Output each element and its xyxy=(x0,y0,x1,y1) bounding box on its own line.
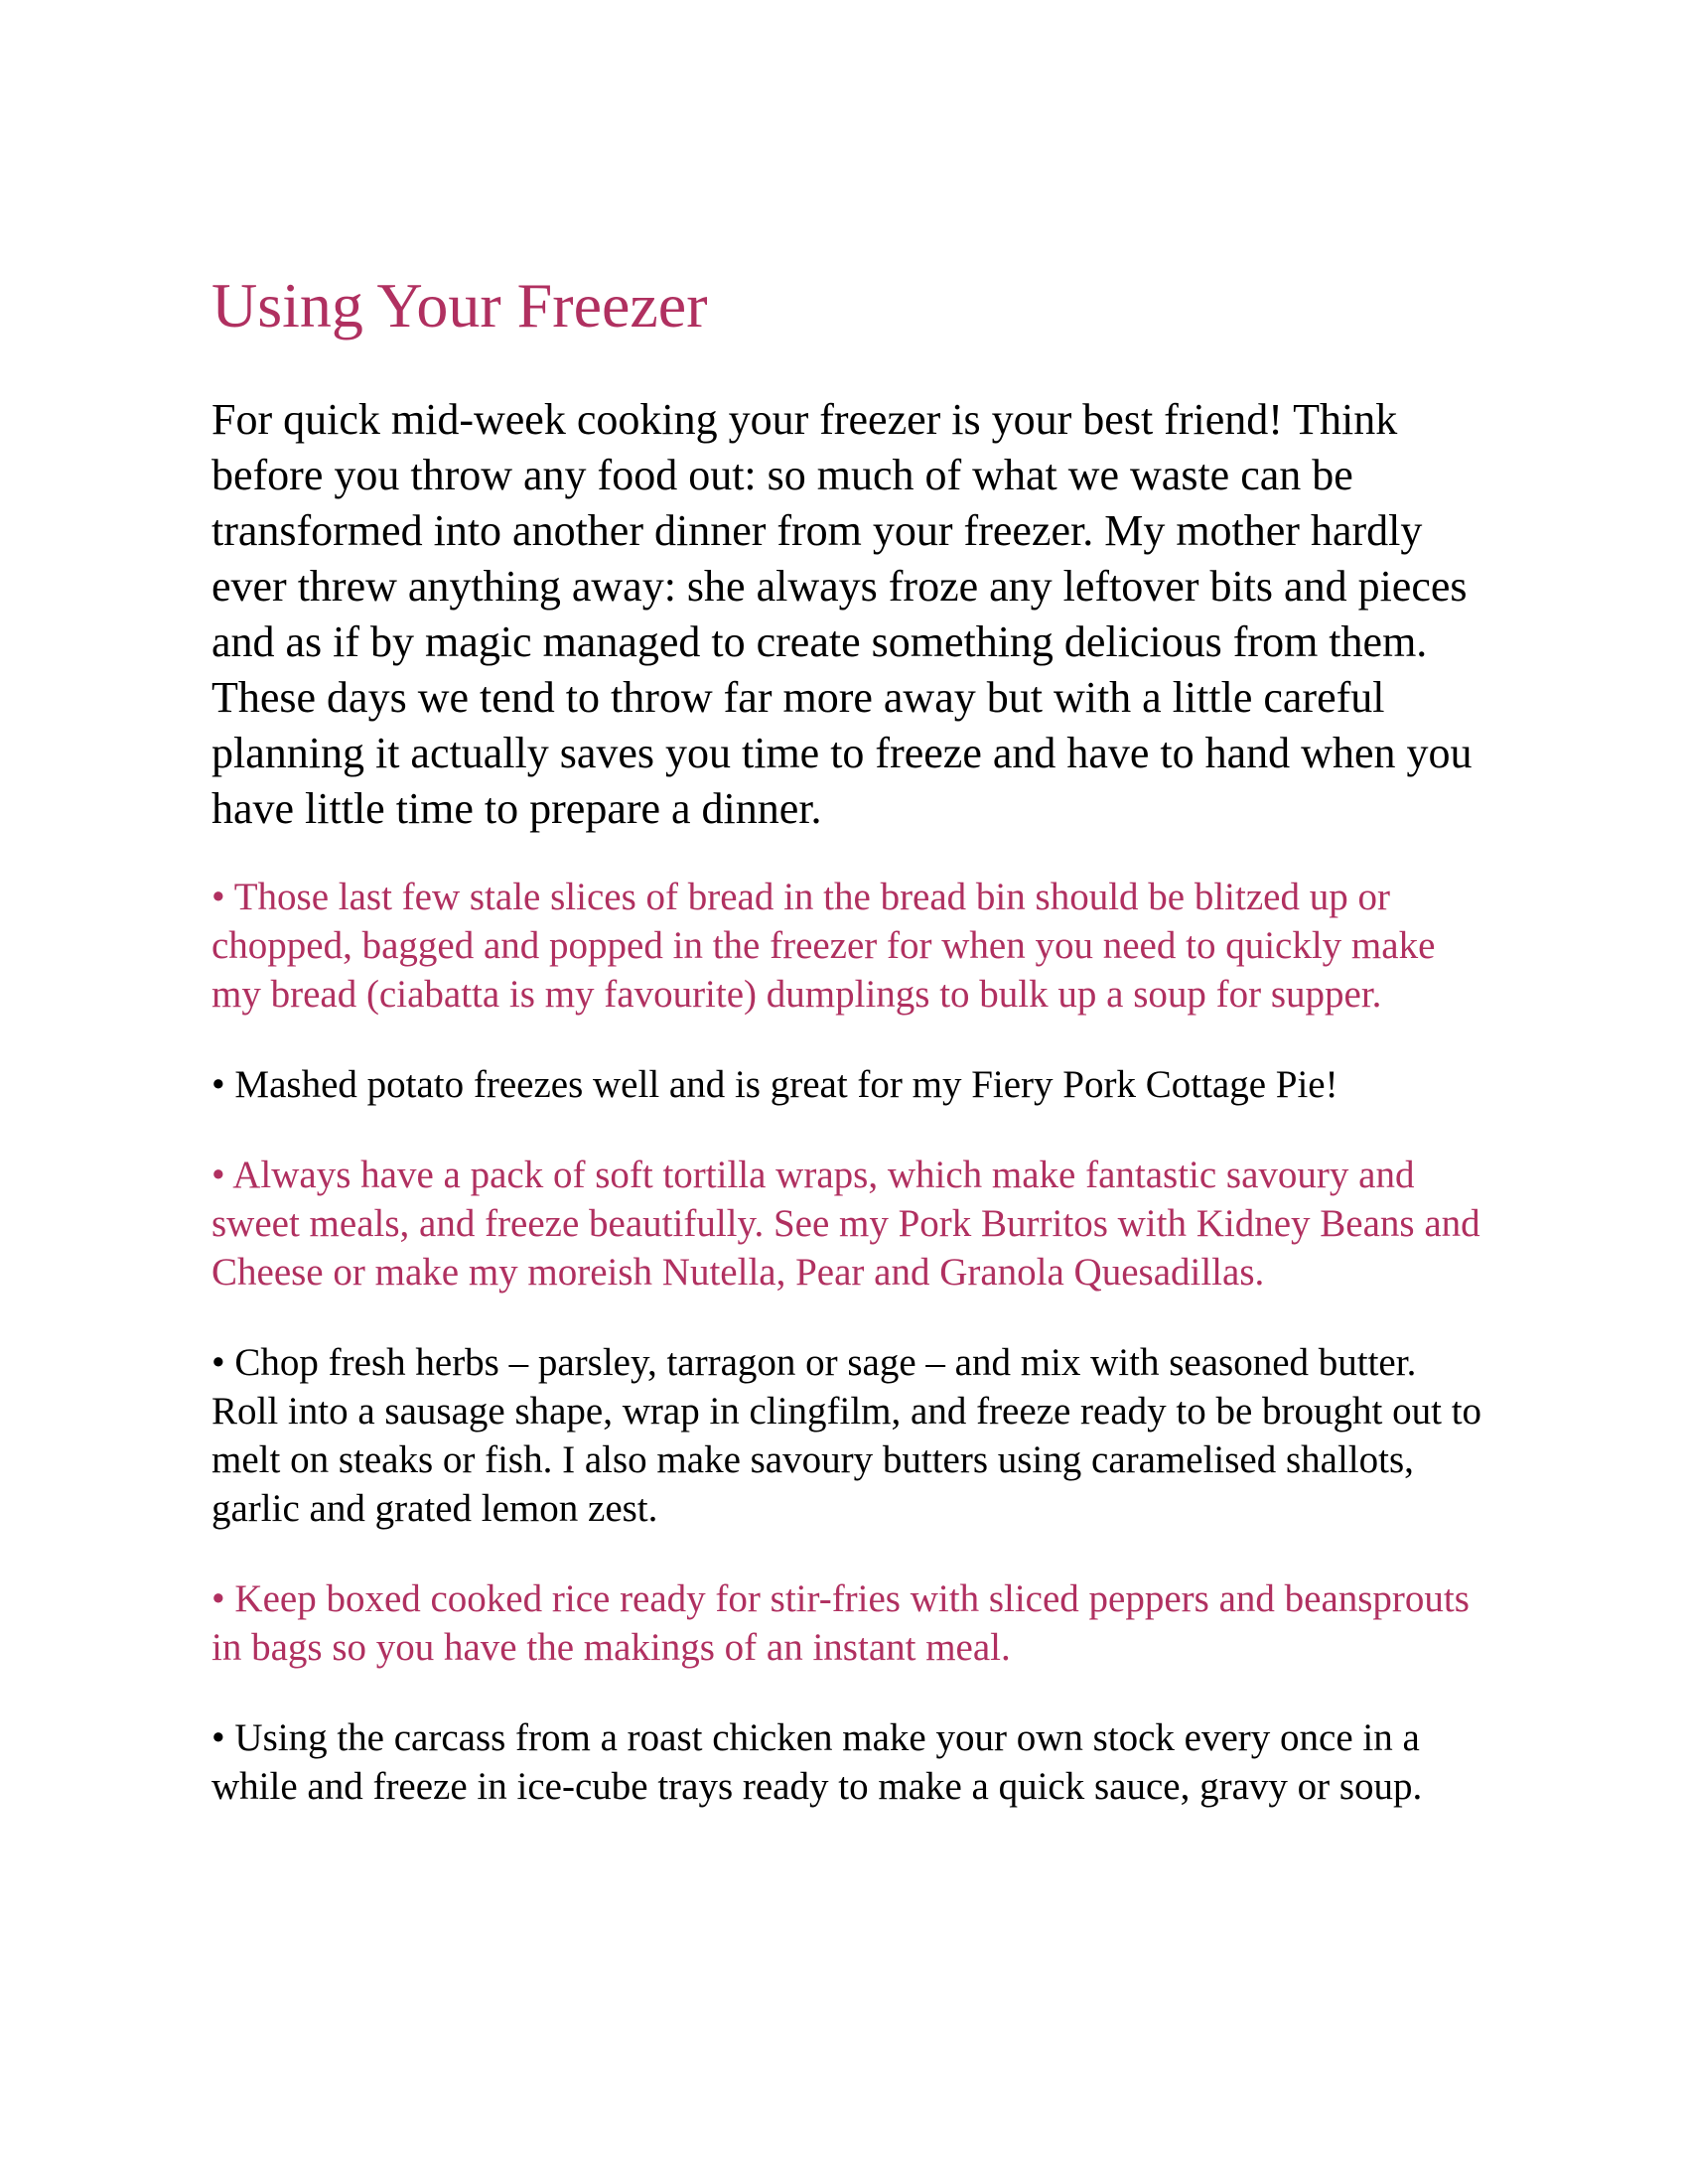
tip-text: Mashed potato freezes well and is great for my Fiery Pork Cottage Pie! xyxy=(234,1063,1338,1106)
tip-text: Those last few stale slices of bread in the bread bin should be blitzed up or chopped, bagged and popped in the freezer for when you need to quickly make my bread (ciabatta is my favourite) dumplings to bulk up a soup for supper. xyxy=(211,876,1436,1016)
tip-rice xyxy=(211,1574,1492,1672)
tip-text: Always have a pack of soft tortilla wraps, which make fantastic savoury and sweet meals, and freeze beautifully. See my Pork Burritos with Kidney Beans and Cheese or make my moreish Nutella, Pear and Granola Quesadillas. xyxy=(211,1154,1480,1294)
bullet-glyph: • xyxy=(211,876,225,918)
tip-text: Using the carcass from a roast chicken make your own stock every once in a while and freeze in ice-cube trays ready to make a quick sauce, gravy or soup. xyxy=(211,1716,1423,1808)
page-title: Using Your Freezer xyxy=(211,270,708,341)
tip-text: Chop fresh herbs – parsley, tarragon or sage – and mix with seasoned butter. Roll into a sausage shape, wrap in clingfilm, and freeze ready to be brought out to melt on steaks or fish. I also make savoury butters using caramelised shallots, garlic and grated lemon zest. xyxy=(211,1341,1482,1530)
document-page xyxy=(211,266,1492,1852)
bullet-glyph: • xyxy=(211,1341,225,1384)
tip-mashed-potato xyxy=(211,1060,1492,1109)
tip-text: Keep boxed cooked rice ready for stir-fries with sliced peppers and beansprouts in bags so you have the makings of an instant meal. xyxy=(211,1577,1470,1669)
tip-tortilla xyxy=(211,1151,1492,1297)
bullet-glyph: • xyxy=(211,1063,225,1106)
bullet-glyph: • xyxy=(211,1154,225,1196)
bullet-glyph: • xyxy=(211,1716,225,1759)
tip-herb-butter xyxy=(211,1338,1492,1533)
tip-bread xyxy=(211,873,1492,1019)
intro-paragraph: For quick mid-week cooking your freezer is your best friend! Think before you throw any food out: so much of what we waste can be transformed into another dinner from your freezer. My mother hardly ever threw anything away: she always froze any leftover bits and pieces and as if by magic managed to create something delicious from them. These days we tend to throw far more away but with a little careful planning it actually saves you time to freeze and have to hand when you have little time to prepare a dinner. xyxy=(211,395,1473,833)
tip-stock xyxy=(211,1713,1492,1811)
bullet-glyph: • xyxy=(211,1577,225,1620)
tips-list xyxy=(211,873,1492,1811)
